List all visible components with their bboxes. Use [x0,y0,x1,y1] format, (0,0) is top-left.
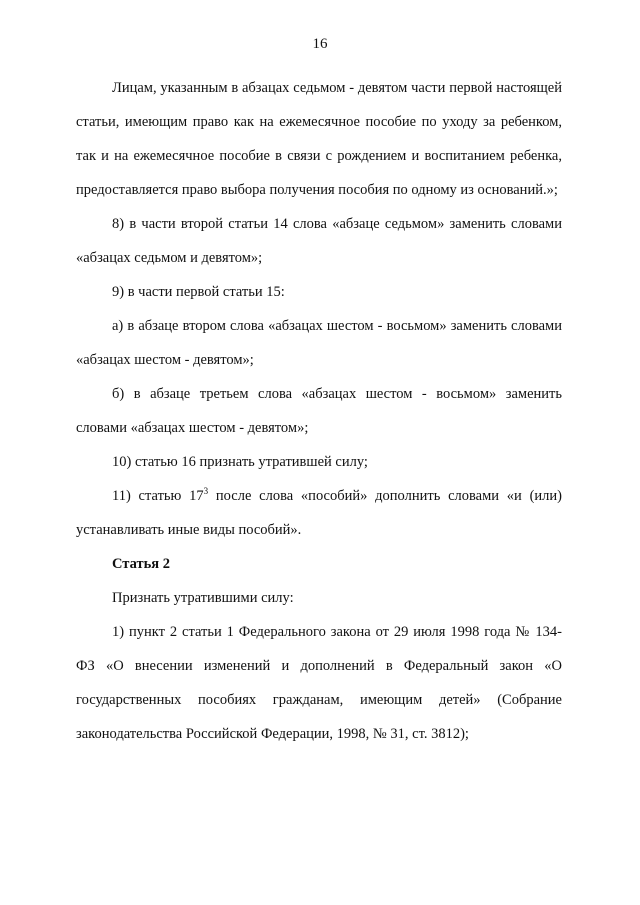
paragraph-7-start: 11) статью 17 [112,488,204,504]
paragraph-9: 1) пункт 2 статьи 1 Федерального закона от 29 июля 1998 года № 134-ФЗ «О внесении изменений и дополнений в Федеральный закон «О государственных пособиях гражданам, имеющим детей» (Собрание законодательства Российской Федерации, 1998, № 31, ст. 3812); [76,624,562,742]
paragraph-4: а) в абзаце втором слова «абзацах шестом - восьмом» заменить словами «абзацах шестом - девятом»; [76,318,562,368]
paragraph-7 [76,479,562,547]
document-body [76,71,562,751]
paragraph-7-superscript: 3 [203,486,209,497]
page-number: 16 [312,36,328,52]
paragraph-5: б) в абзаце третьем слова «абзацах шестом - восьмом» заменить словами «абзацах шестом - девятом»; [76,386,562,436]
paragraph-6: 10) статью 16 признать утратившей силу; [112,454,368,470]
article-heading: Статья 2 [112,556,170,572]
paragraph-8: Признать утратившими силу: [112,590,294,606]
paragraph-2: 8) в части второй статьи 14 слова «абзаце седьмом» заменить словами «абзацах седьмом и девятом»; [76,216,562,266]
paragraph-7-end: после слова «пособий» дополнить словами «и (или) устанавливать иные виды пособий». [76,488,562,538]
paragraph-3: 9) в части первой статьи 15: [112,284,285,300]
paragraph-1: Лицам, указанным в абзацах седьмом - девятом части первой настоящей статьи, имеющим право как на ежемесячное пособие по уходу за ребенком, так и на ежемесячное пособие в связи с рождением и воспитанием ребенка, предоставляется право выбора получения пособия по одному из оснований.»; [76,80,562,198]
